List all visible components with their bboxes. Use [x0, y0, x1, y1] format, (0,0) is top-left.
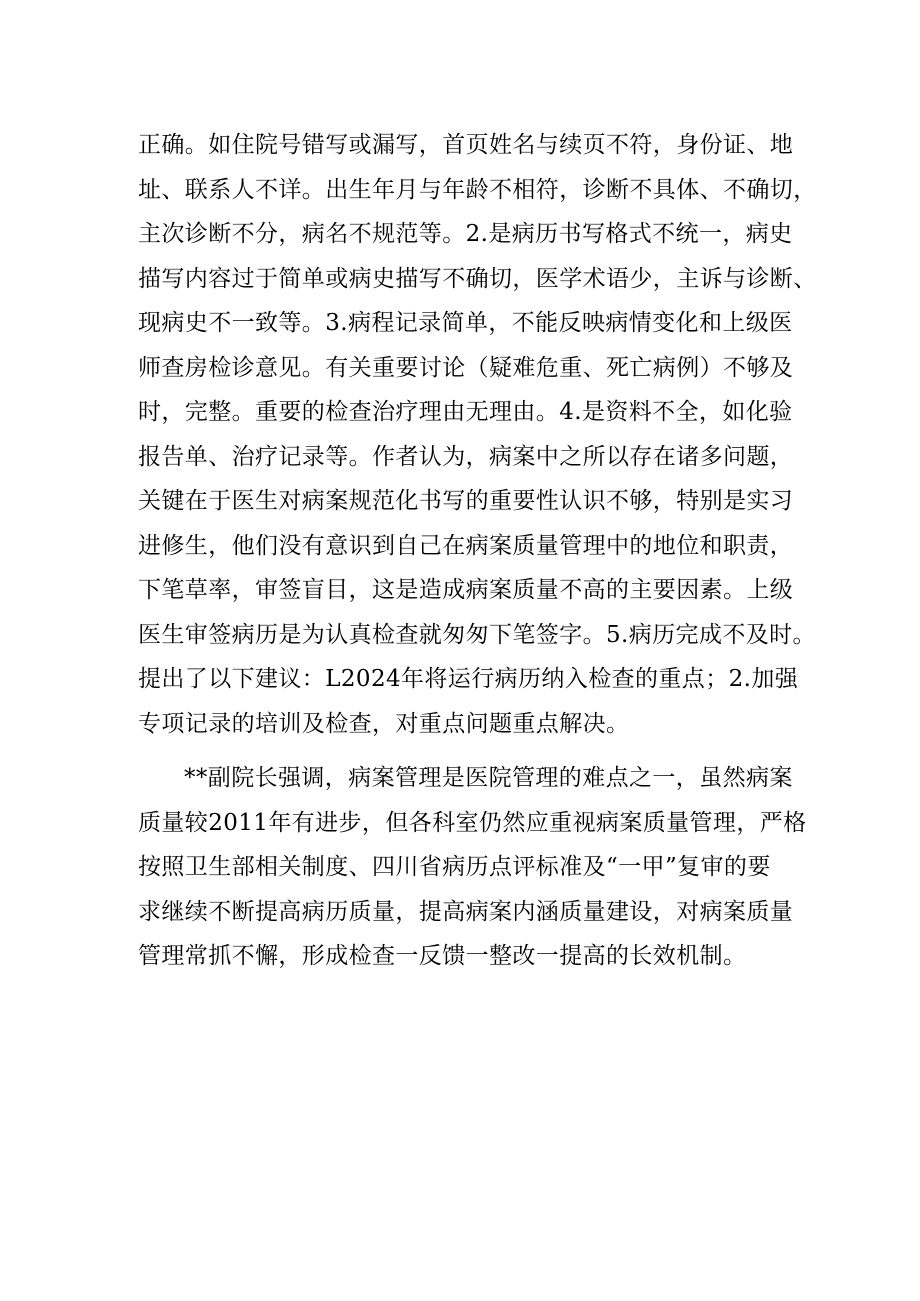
text-line: 址、联系人不详。出生年月与年龄不相符，诊断不具体、不确切，: [138, 176, 817, 203]
paragraph-1: [138, 123, 817, 746]
text-line: 正确。如住院号错写或漏写，首页姓名与续页不符，身份证、地: [138, 132, 794, 158]
text-line: 现病史不一致等。3.病程记录简单，不能反映病情变化和上级医: [138, 310, 793, 336]
text-line: 求继续不断提高病历质量，提高病案内涵质量建设，对病案质量: [138, 898, 794, 925]
text-line: 时，完整。重要的检查治疗理由无理由。4.是资料不全，如化验: [138, 399, 793, 425]
text-line: 按照卫生部相关制度、四川省病历点评标准及“一甲”复审的要: [138, 854, 771, 880]
text-line: 进修生，他们没有意识到自己在病案质量管理中的地位和职责，: [138, 532, 794, 559]
text-line: 专项记录的培训及检查，对重点问题重点解决。: [138, 710, 630, 737]
text-line: 下笔草率，审签盲目，这是造成病案质量不高的主要因素。上级: [138, 577, 794, 603]
paragraph-spacer: [138, 746, 798, 756]
text-line: 管理常抓不懈，形成检查一反馈一整改一提高的长效机制。: [138, 943, 747, 969]
text-line: 医生审签病历是为认真检查就匆匆下笔签字。5.病历完成不及时。: [138, 621, 816, 648]
text-line: 主次诊断不分，病名不规范等。2.是病历书写格式不统一，病史: [138, 221, 793, 247]
document-body: [138, 123, 817, 979]
text-line: 关键在于医生对病案规范化书写的重要性认识不够，特别是实习: [138, 488, 794, 514]
text-line: 报告单、治疗记录等。作者认为，病案中之所以存在诸多问题，: [138, 443, 794, 470]
text-line: 师查房检诊意见。有关重要讨论（疑难危重、死亡病例）不够及: [138, 354, 794, 381]
text-line: 提出了以下建议：L2024年将运行病历纳入检查的重点；2.加强: [138, 666, 799, 692]
text-line: 描写内容过于简单或病史描写不确切，医学术语少，主诉与诊断、: [138, 265, 817, 292]
text-line: 质量较2011年有进步，但各科室仍然应重视病案质量管理，严格: [138, 809, 807, 836]
paragraph-2: [138, 756, 807, 979]
text-line: **副院长强调，病案管理是医院管理的难点之一，虽然病案: [184, 765, 793, 791]
